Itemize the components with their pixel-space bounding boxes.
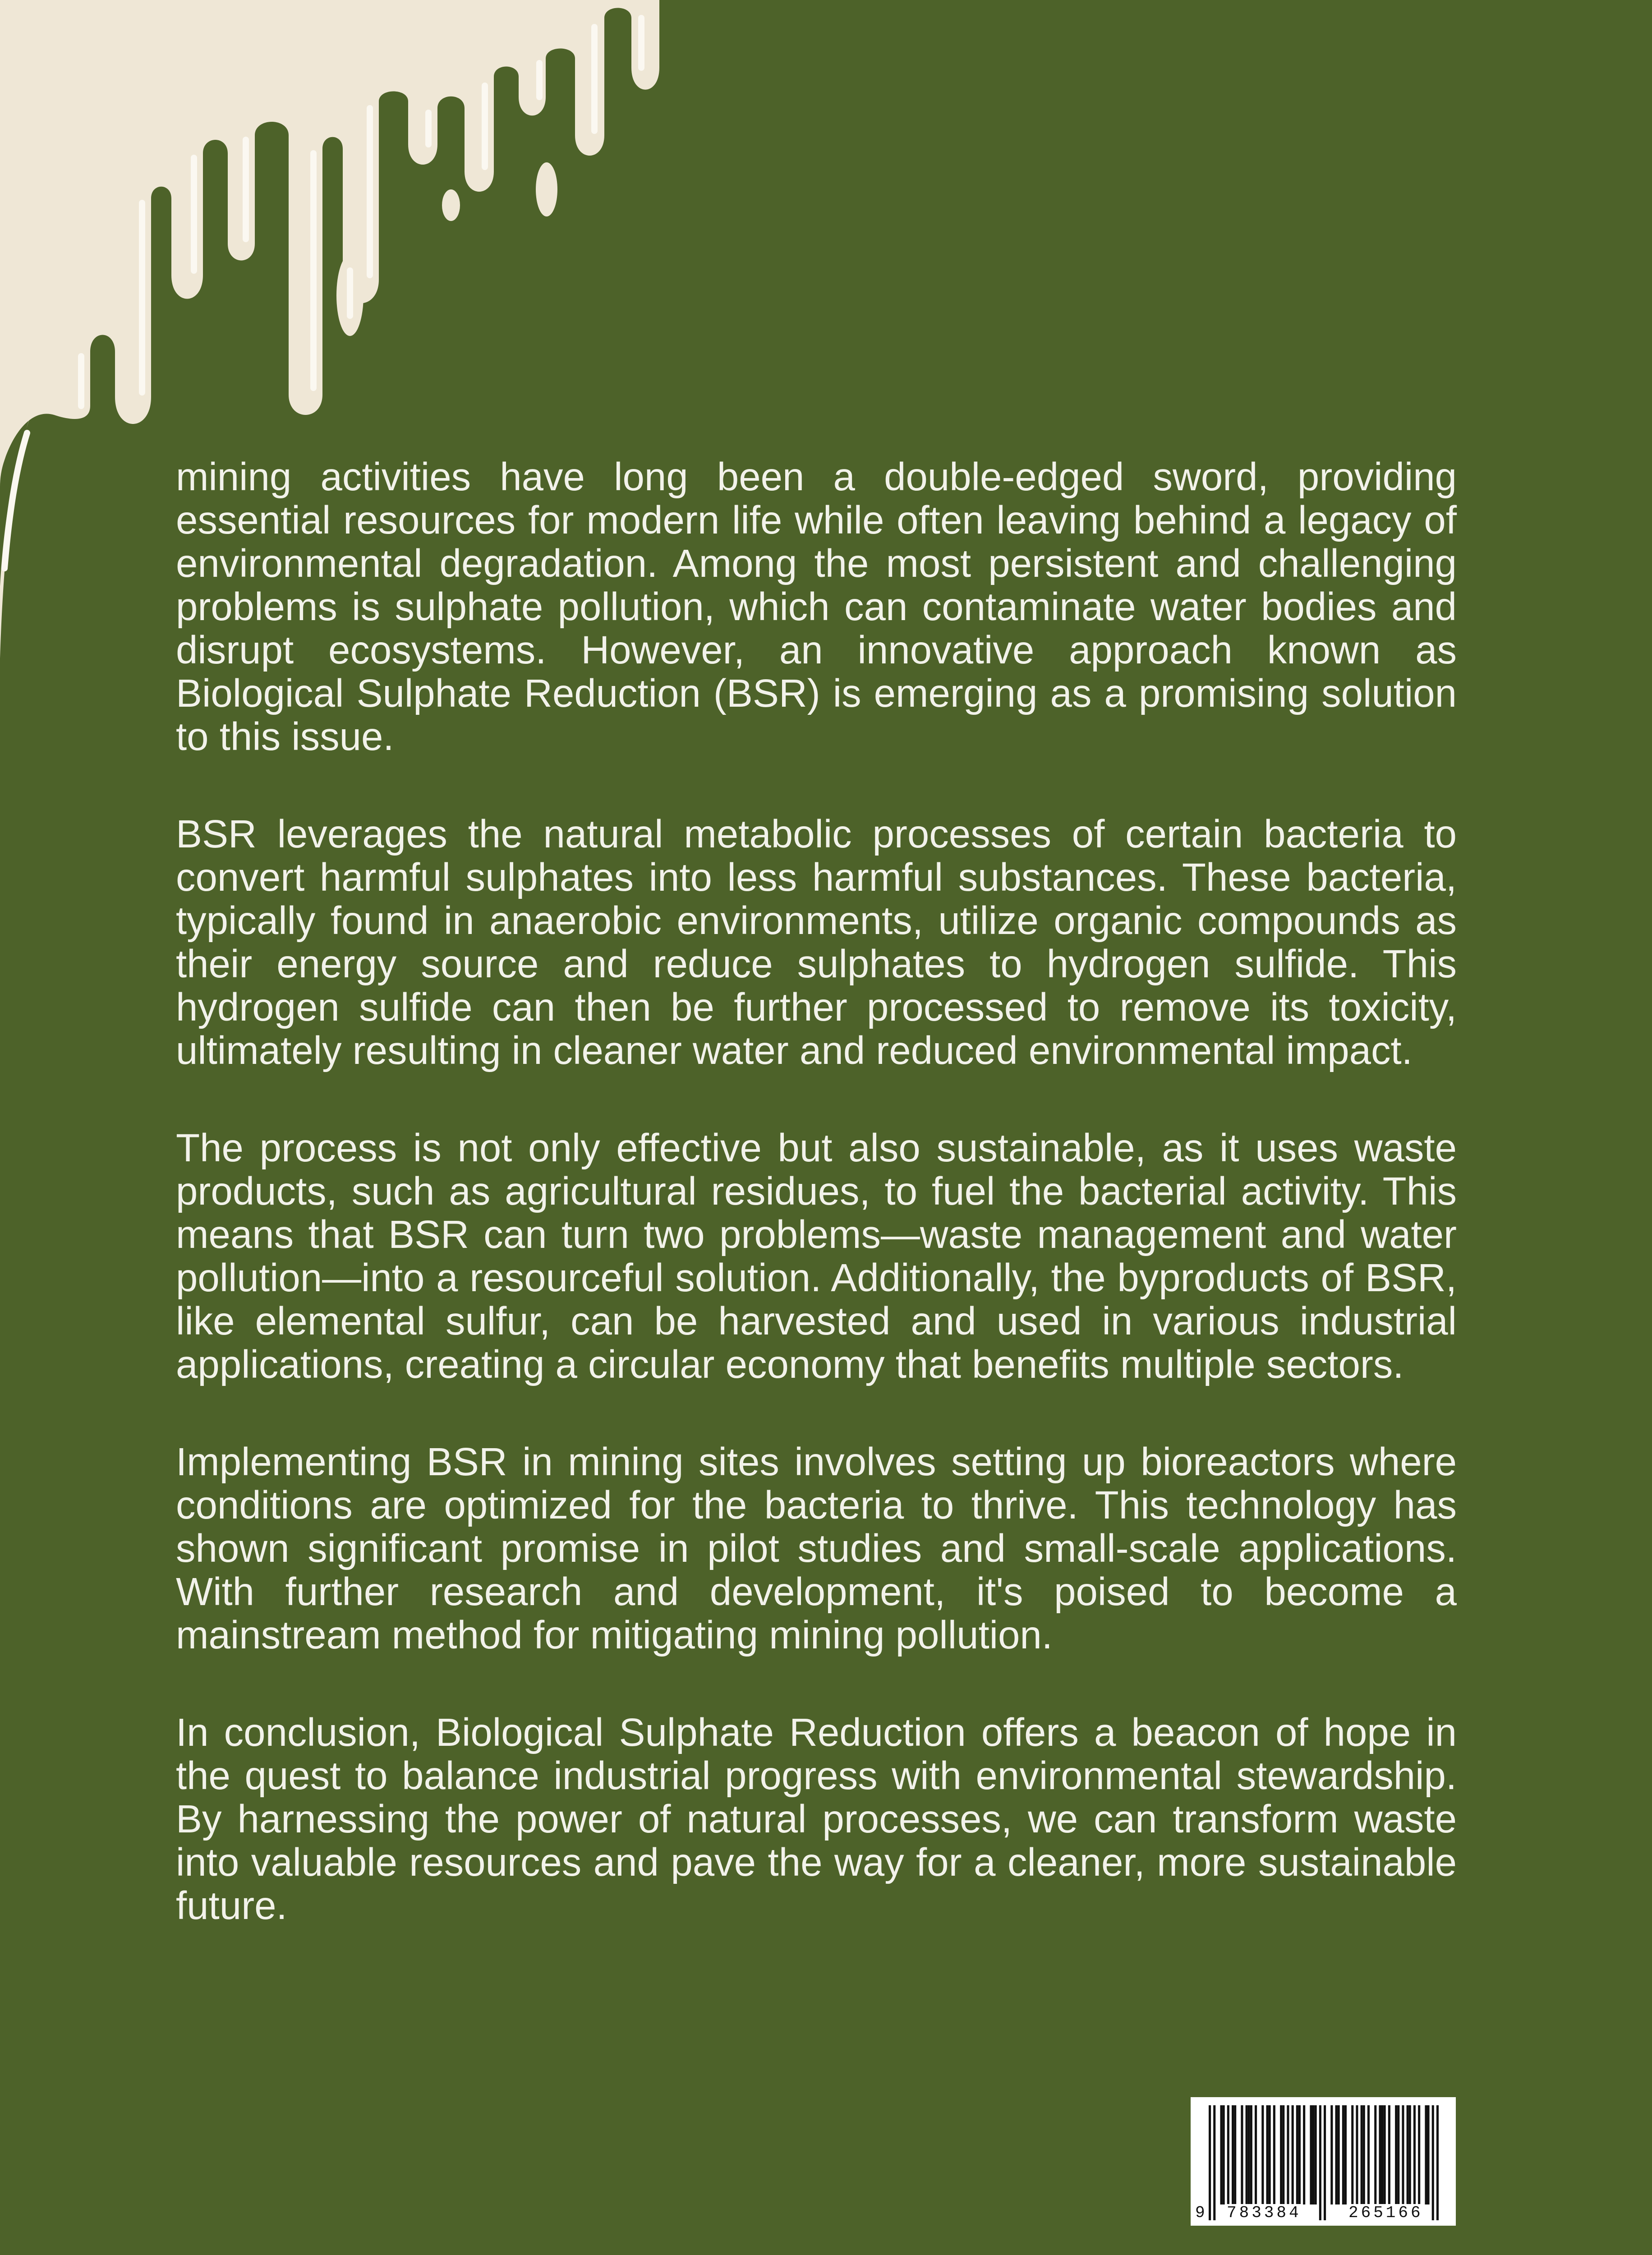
paragraph-implementation: Implementing BSR in mining sites involves setting up bioreactors where conditions are optimized for the bacteria to thrive. This technology has shown significant promise in pilot studies and small-scale applications. With further research and development, it's poised to become a mainstream method for mitigating mining pollution. [176, 1440, 1457, 1657]
barcode-bar [1397, 2105, 1399, 2204]
barcode-bar [1344, 2105, 1347, 2204]
barcode-bar [1409, 2105, 1411, 2204]
barcode-bar [1310, 2105, 1312, 2204]
barcode-bar [1296, 2105, 1298, 2204]
barcode-bar [1232, 2105, 1234, 2204]
barcode-bar [1402, 2105, 1404, 2204]
barcode-bar [1250, 2105, 1252, 2204]
barcode-bar [1273, 2105, 1275, 2204]
barcode-bar [1363, 2105, 1365, 2204]
barcode-bar [1213, 2105, 1215, 2220]
barcode-bar [1432, 2105, 1434, 2220]
barcode-bar [1241, 2105, 1243, 2204]
barcode-digit-first: 9 [1195, 2204, 1208, 2222]
drip-highlight [5, 433, 27, 568]
barcode-bar [1312, 2105, 1315, 2204]
barcode-bar [1261, 2105, 1264, 2204]
barcode-bar [1315, 2105, 1317, 2204]
barcode-bar [1209, 2105, 1211, 2220]
barcode-bar [1436, 2105, 1439, 2220]
barcode-bar [1255, 2105, 1257, 2204]
barcode-bar [1367, 2105, 1370, 2204]
drip-droplet [536, 162, 557, 216]
barcode-bar [1319, 2105, 1321, 2220]
barcode-bar [1356, 2105, 1358, 2204]
barcode-bar [1381, 2105, 1384, 2204]
barcode-bar [1361, 2105, 1363, 2204]
paragraph-bsr-process: BSR leverages the natural metabolic processes of certain bacteria to convert harmful sulphates into less harmful substances. These bacteria, typically found in anaerobic environments, utilize organic compounds as their energy source and reduce sulphates to hydrogen sulfide. This hydrogen sulfide can then be further processed to remove its toxicity, ultimately resulting in cleaner water and reduced environmental impact. [176, 812, 1457, 1072]
barcode-digit-group-2: 265166 [1348, 2204, 1423, 2222]
barcode-bar [1427, 2105, 1430, 2204]
barcode-bar [1223, 2105, 1225, 2204]
barcode-bar [1342, 2105, 1344, 2204]
barcode-bar [1248, 2105, 1250, 2204]
barcode-bar [1388, 2105, 1390, 2204]
barcode-bar [1379, 2105, 1381, 2204]
barcode-bar [1425, 2105, 1427, 2204]
drip-droplet [442, 189, 460, 221]
paragraph-conclusion: In conclusion, Biological Sulphate Reduction offers a beacon of hope in the quest to balance industrial progress with environmental stewardship. By harnessing the power of natural processes, we can transform waste into valuable resources and pave the way for a cleaner, more sustainable future. [176, 1711, 1457, 1928]
barcode-bar [1220, 2105, 1223, 2204]
barcode-bar [1413, 2105, 1416, 2204]
barcode-bar [1324, 2105, 1326, 2220]
barcode-bar [1303, 2105, 1305, 2204]
barcode-bar [1338, 2105, 1340, 2204]
barcode-bar [1418, 2105, 1420, 2204]
isbn-barcode [1191, 2097, 1456, 2226]
barcode-bar [1384, 2105, 1386, 2204]
paragraph-sustainability: The process is not only effective but also sustainable, as it uses waste products, such as agricultural residues, to fuel the bacterial activity. This means that BSR can turn two problems—waste management and water pollution—into a resourceful solution. Additionally, the byproducts of BSR, like elemental sulfur, can be harvested and used in various industrial applications, creating a circular economy that benefits multiple sectors. [176, 1126, 1457, 1386]
barcode-bar [1227, 2105, 1229, 2204]
barcode-bar [1407, 2105, 1409, 2204]
drip-shape [0, 0, 659, 487]
paragraph-intro: mining activities have long been a double-edged sword, providing essential resources for modern life while often leaving behind a legacy of environmental degradation. Among the most persistent and challenging problems is sulphate pollution, which can contaminate water bodies and disrupt ecosystems. However, an innovative approach known as Biological Sulphate Reduction (BSR) is emerging as a promising solution to this issue. [176, 455, 1457, 759]
barcode-bar [1287, 2105, 1289, 2204]
barcode-bar [1292, 2105, 1294, 2204]
back-cover-text [176, 456, 1457, 1982]
barcode-bar [1269, 2105, 1271, 2204]
barcode-digit-group-1: 783384 [1227, 2204, 1302, 2222]
barcode-bar [1246, 2105, 1248, 2204]
barcode-bar [1266, 2105, 1269, 2204]
barcode-bar [1351, 2105, 1353, 2204]
barcode-bar [1280, 2105, 1282, 2204]
barcode-bar [1298, 2105, 1301, 2204]
barcode-bar [1335, 2105, 1338, 2204]
barcode-bar [1330, 2105, 1333, 2204]
barcode-bar [1234, 2105, 1236, 2204]
barcode-bar [1282, 2105, 1284, 2204]
barcode-bar [1395, 2105, 1397, 2204]
barcode-bar [1374, 2105, 1376, 2204]
